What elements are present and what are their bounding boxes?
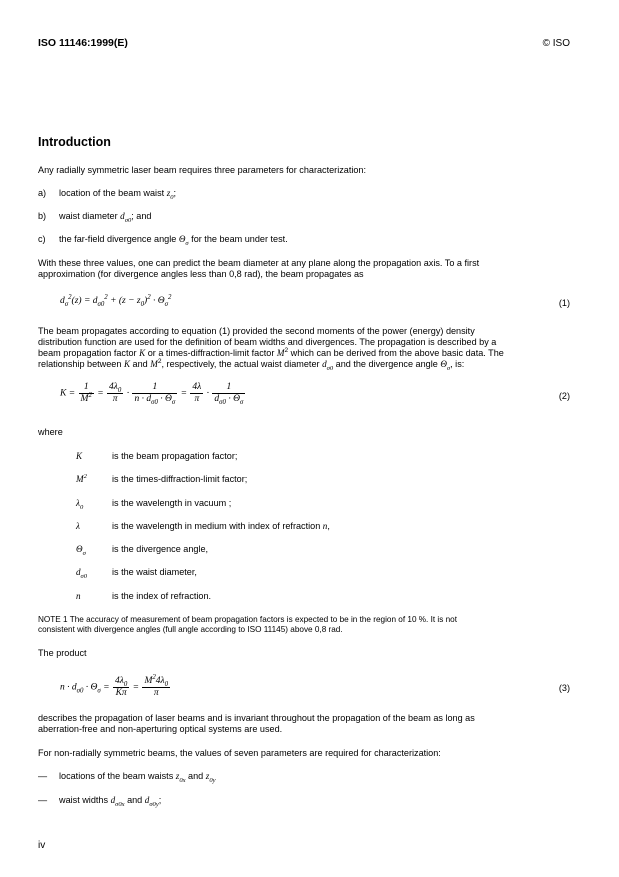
definition-symbol-lambda0: $\lambda_0$ [76, 498, 84, 511]
definition-symbol-m2: $M^2$ [76, 472, 87, 484]
paragraph-line: For non-radially symmetric beams, the values of seven parameters are required for characterization: [38, 748, 441, 758]
definition-text: is the wavelength in medium with index of refraction n, [112, 521, 330, 531]
list-text: waist diameter [59, 211, 118, 221]
note-line: consistent with divergence angles (full angle according to ISO 11145) above 0,8 rad. [38, 625, 343, 634]
paragraph-line: distribution function are used for the definition of beam widths and divergences. The propagation is described by a [38, 337, 497, 347]
list-label: b) [38, 211, 47, 221]
definition-text: is the wavelength in vacuum ; [112, 498, 232, 508]
definition-text: is the beam propagation factor; [112, 451, 238, 461]
equation-number: (1) [558, 298, 570, 308]
paragraph-line: describes the propagation of laser beams and is invariant throughout the propagation of the beam as long as [38, 713, 475, 723]
copyright-notice: © ISO [542, 38, 570, 49]
dash-item-widths: — waist widths $d_{\sigma 0x}$ and $d_{\sigma 0y}$; [38, 795, 162, 808]
definition-symbol-k: K [76, 451, 83, 461]
definition-text: is the divergence angle, [112, 544, 209, 554]
list-end: ; and [131, 211, 152, 221]
list-item-b [38, 211, 151, 222]
equation-3: $n \cdot d_{\sigma 0} \cdot \Theta_\sigma$ = $\frac{4\lambda_0}{K\pi}$ = $\frac{M^24\lambda_0}{\pi}$ [60, 673, 169, 698]
paragraph-line: aberration-free and non-aperturing optical systems are used. [38, 724, 283, 734]
list-text: the far-field divergence angle [59, 234, 177, 244]
definition-symbol-lambda: λ [76, 521, 80, 531]
math-symbol: $z_0$ [166, 188, 174, 201]
paragraph-line: approximation (for divergence angles less than 0,8 rad), the beam propagates as [38, 269, 364, 279]
math-symbol: $d_{\sigma 0}$ [120, 211, 132, 224]
list-end: for the beam under test. [188, 234, 288, 244]
equation-1: $d_\sigma^2(z) = d_{\sigma 0}^2 + (z - z_0)^2 \cdot \Theta_\sigma^2$ [60, 293, 172, 308]
intro-paragraph: Any radially symmetric laser beam requires three parameters for characterization: [38, 165, 367, 175]
document-id: ISO 11146:1999(E) [38, 37, 128, 49]
definition-symbol-n: n [76, 591, 81, 601]
paragraph-line: beam propagation factor K or a times-diffraction-limit factor $M^2$ which can be derived from the above basic data. The [38, 346, 504, 358]
dash-item-locations: — locations of the beam waists $z_{0x}$ and $z_{0y}$ [38, 771, 216, 784]
definition-text: is the waist diameter, [112, 567, 197, 577]
where-label: where [38, 427, 63, 437]
list-item-c [38, 234, 288, 245]
equation-number: (3) [558, 683, 570, 693]
list-end: ; [173, 188, 177, 198]
definition-text: is the index of refraction. [112, 591, 212, 601]
paragraph-line: The beam propagates according to equation (1) provided the second moments of the power (energy) density [38, 326, 475, 336]
list-item-a [38, 188, 176, 199]
note-line: NOTE 1 The accuracy of measurement of beam propagation factors is expected to be in the region of 10 %. It is not [38, 615, 458, 624]
equation-2: K = $\frac{1}{M^2}$ = $\frac{4\lambda_0}{\pi}$ · $\frac{1}{n \cdot d_{\sigma 0} \cdot \Theta_\sigma}$ = $\frac{4\lambda}{\pi}$ · $\frac{1}{d_{\sigma 0} \cdot \Theta_\sigma}$ [60, 382, 244, 406]
product-label: The product [38, 648, 87, 658]
list-label: c) [38, 234, 46, 244]
section-title: Introduction [38, 135, 111, 149]
list-label: a) [38, 188, 47, 198]
paragraph-line: With these three values, one can predict the beam diameter at any plane along the propagation axis. To a first [38, 258, 480, 268]
equation-number: (2) [558, 391, 570, 401]
math-symbol: $\Theta_\sigma$ [178, 234, 189, 247]
paragraph-line: relationship between K and $M^2$, respectively, the actual waist diameter $d_{\sigma 0}$ and the divergence angle $\Theta_\sigma$, is: [38, 357, 465, 372]
definition-symbol-theta: $\Theta_\sigma$ [76, 544, 86, 557]
list-text: location of the beam waist [59, 188, 165, 198]
definition-symbol-d: $d_{\sigma 0}$ [76, 567, 88, 580]
page-number: iv [38, 840, 46, 851]
definition-text: is the times-diffraction-limit factor; [112, 474, 248, 484]
